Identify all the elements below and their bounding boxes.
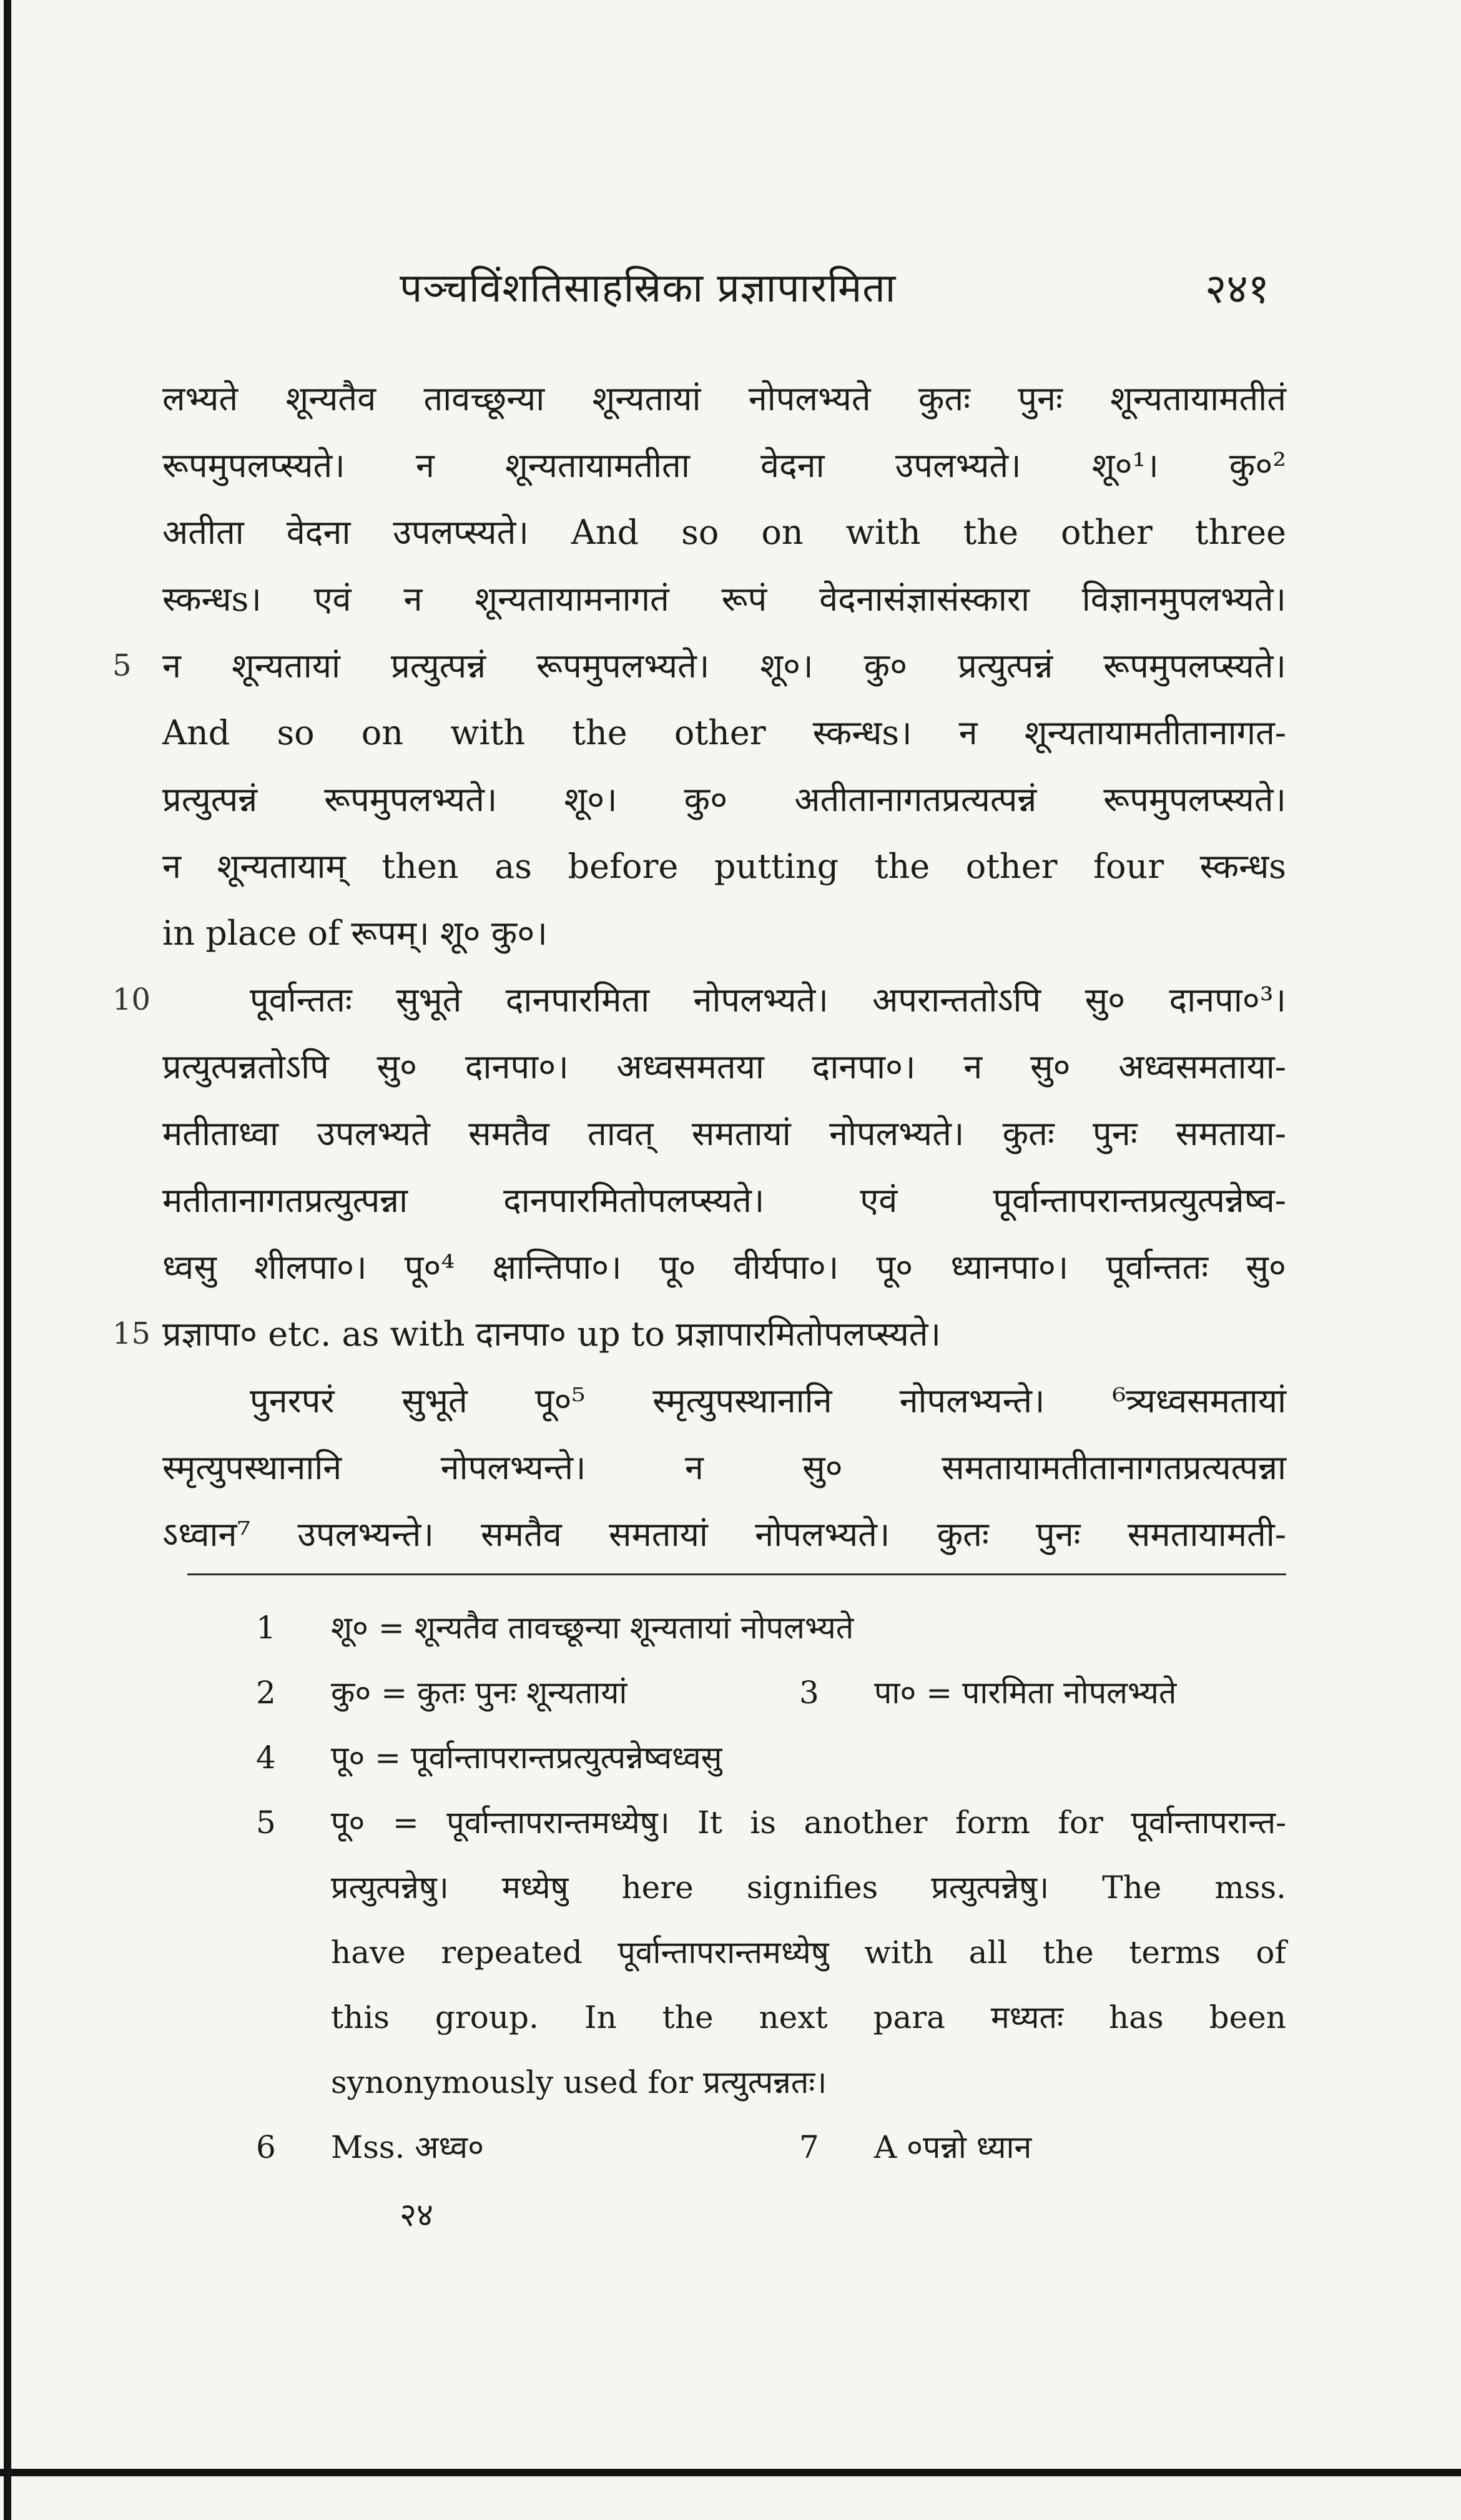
text-line: अतीता वेदना उपलप्स्यते। And so on with the other three bbox=[162, 513, 1286, 552]
line-number: 5 bbox=[112, 648, 132, 683]
footnote-continuation: have repeated पूर्वान्तापरान्तमध्येषु with all the terms of bbox=[331, 1934, 1286, 1971]
footnote-text: कु० = कुतः पुनः शून्यतायां bbox=[331, 1675, 627, 1711]
page-edge-rule bbox=[4, 0, 11, 2520]
text-line: प्रत्युत्पन्नं रूपमुपलभ्यते। शू०। कु० अतीतानागतप्रत्यत्पन्नं रूपमुपलप्स्यते। bbox=[162, 780, 1286, 819]
text-line: मतीताध्वा उपलभ्यते समतैव तावत् समतायां नोपलभ्यते। कुतः पुनः समताया- bbox=[162, 1114, 1286, 1153]
text-line: पुनरपरं सुभूते पू०⁵ स्मृत्युपस्थानानि नोपलभ्यन्ते। ⁶त्र्यध्वसमतायां bbox=[250, 1381, 1286, 1420]
footnote-number: 7 bbox=[799, 2129, 819, 2165]
signature-mark: २४ bbox=[400, 2197, 434, 2234]
text-line: 5 न शून्यतायां प्रत्युत्पन्नं रूपमुपलभ्यते। शू०। कु० प्रत्युत्पन्नं रूपमुपलप्स्यते। bbox=[162, 632, 1286, 699]
footnote-number: 2 bbox=[256, 1675, 276, 1711]
footnote-number: 6 bbox=[256, 2129, 276, 2165]
footnote-continuation: प्रत्युत्पन्नेषु। मध्येषु here signifies प्रत्युत्पन्नेषु। The mss. bbox=[331, 1869, 1286, 1906]
line-number: 10 bbox=[112, 982, 151, 1017]
footnote-continuation: synonymously used for प्रत्युत्पन्नतः। bbox=[331, 2064, 827, 2100]
running-title: पञ्चविंशतिसाहस्रिका प्रज्ञापारमिता bbox=[400, 265, 897, 312]
page-number: २४१ bbox=[1205, 265, 1269, 313]
running-header bbox=[0, 259, 1461, 328]
footnote-continuation: this group. In the next para मध्यतः has been bbox=[331, 1999, 1286, 2035]
footnote bbox=[256, 1595, 1286, 1660]
text-line: स्कन्धs। एवं न शून्यतायामनागतं रूपं वेदनासंज्ञासंस्कारा विज्ञानमुपलभ्यते। bbox=[162, 579, 1286, 619]
footnotes bbox=[256, 1595, 1286, 2180]
text-line: in place of रूपम्। शू० कु०। bbox=[162, 913, 548, 953]
text-line: प्रत्युत्पन्नतोऽपि सु० दानपा०। अध्वसमतया दानपा०। न सु० अध्वसमताया- bbox=[162, 1047, 1286, 1086]
text-line: मतीतानागतप्रत्युत्पन्ना दानपारमितोपलप्स्यते। एवं पूर्वान्तापरान्तप्रत्युत्पन्नेष्व- bbox=[162, 1181, 1286, 1220]
footnote-number: 1 bbox=[256, 1610, 276, 1646]
text-line: लभ्यते शून्यतैव तावच्छून्या शून्यतायां नोपलभ्यते कुतः पुनः शून्यतायामतीतं bbox=[162, 379, 1286, 418]
footnote-separator bbox=[187, 1573, 1286, 1575]
footnote bbox=[256, 1790, 1286, 1855]
footnote bbox=[256, 1660, 1286, 1725]
text-line: न शून्यतायाम् then as before putting the other four स्कन्धs bbox=[162, 847, 1286, 886]
text-line: ऽध्वान⁷ उपलभ्यन्ते। समतैव समतायां नोपलभ्यते। कुतः पुनः समतायामती- bbox=[162, 1515, 1286, 1554]
footnote bbox=[256, 2115, 1286, 2180]
text-line: रूपमुपलप्स्यते। न शून्यतायामतीता वेदना उपलभ्यते। शू०¹। कु०² bbox=[162, 446, 1286, 485]
footnote-text: A ०पन्नो ध्यान bbox=[874, 2129, 1032, 2165]
footnote-text: शू० = शून्यतैव तावच्छून्या शून्यतायां नोपलभ्यते bbox=[331, 1610, 854, 1646]
footnote bbox=[799, 2115, 1031, 2180]
text-line: स्मृत्युपस्थानानि नोपलभ्यन्ते। न सु० समतायामतीतानागतप्रत्यत्पन्ना bbox=[162, 1448, 1286, 1487]
text-line: 10 पूर्वान्ततः सुभूते दानपारमिता नोपलभ्यते। अपरान्ततोऽपि सु० दानपा०³। bbox=[162, 967, 1286, 1033]
footnote-text: पू० = पूर्वान्तापरान्तमध्येषु। It is another form for पूर्वान्तापरान्त- bbox=[331, 1804, 1286, 1841]
page-bottom-rule bbox=[0, 2469, 1461, 2476]
line-number: 15 bbox=[112, 1316, 151, 1351]
footnote-text: Mss. अध्व० bbox=[331, 2129, 485, 2165]
footnote bbox=[256, 1725, 1286, 1790]
main-text bbox=[112, 365, 1286, 1568]
text-line: ध्वसु शीलपा०। पू०⁴ क्षान्तिपा०। पू० वीर्यपा०। पू० ध्यानपा०। पूर्वान्ततः सु० bbox=[162, 1248, 1286, 1287]
footnote-text: पू० = पूर्वान्तापरान्तप्रत्युत्पन्नेष्वध्वसु bbox=[331, 1740, 722, 1776]
footnote bbox=[799, 1660, 1176, 1725]
footnote-number: 3 bbox=[799, 1675, 819, 1711]
footnote-text: पा० = पारमिता नोपलभ्यते bbox=[874, 1675, 1177, 1711]
text-line: 15 प्रज्ञापा० etc. as with दानपा० up to प्रज्ञापारमितोपलप्स्यते। bbox=[162, 1301, 1286, 1367]
footnote-number: 4 bbox=[256, 1740, 276, 1776]
text-line: And so on with the other स्कन्धs। न शून्यतायामतीतानागत- bbox=[162, 713, 1286, 752]
footnote-number: 5 bbox=[256, 1804, 276, 1841]
